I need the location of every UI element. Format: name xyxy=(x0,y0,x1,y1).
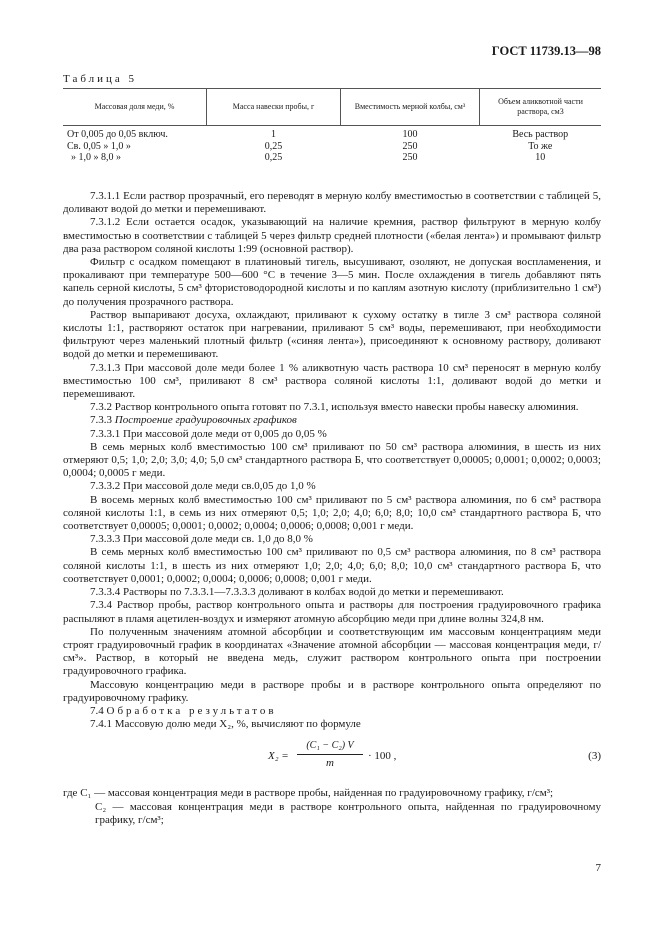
cell-mass-fraction: От 0,005 до 0,05 включ. Св. 0,05 » 1,0 » » 1,0 » 8,0 » xyxy=(67,129,168,163)
where-c1: где C₁ — массовая концентрация меди в растворе пробы, найденная по градуировочному графику, г/см³; xyxy=(63,787,554,800)
table-header-row xyxy=(63,89,601,126)
paragraph: 7.3.3.4 Растворы по 7.3.3.1—7.3.3.3 доливают в колбах водой до метки и перемешивают. xyxy=(90,586,504,599)
fraction-bar xyxy=(297,754,363,755)
paragraph: Массовую концентрацию меди в растворе пробы и в растворе контрольного опыта определяют по градуировочному графику. xyxy=(63,678,601,704)
cell-flask-volume: 100 250 250 xyxy=(402,129,418,163)
paragraph: В семь мерных колб вместимостью 100 см³ приливают по 50 см³ раствора алюминия, в шесть из них отмеряют 0,5; 1,0; 2,0; 3,0; 4,0; 5,0 см³ стандартного раствора Б, что соответствует 0,00005; 0,0001; 0,0002; 0,0003; 0,0004; 0,0005 г меди. xyxy=(63,440,601,480)
paragraph: 7.4.1 Массовую долю меди X₂, %, вычисляют по формуле xyxy=(90,718,361,731)
paragraph: В семь мерных колб вместимостью 100 см³ приливают по 0,5 см³ раствора алюминия, по 8 см³ раствора соляной кислоты 1:1, в шесть из них отмеряют 1,0; 2,0; 4,0; 6,0; 8,0; 10,0 см³ стандартного раствора Б, что соответствует 0,0001; 0,0002; 0,0004; 0,0006; 0,0008; 0,001 г меди. xyxy=(63,546,601,585)
th-mass-fraction: Массовая доля меди, % xyxy=(63,89,207,126)
table-row xyxy=(63,126,601,167)
paragraph: По полученным значениям атомной абсорбции и соответствующим им массовым концентрациям меди строят градуировочный график в координатах «Значение атомной абсорбции — массовая концентрация меди, г/см³». Раствор, в который не введена медь, служит раствором контрольного опыта при построении градуировочного графика. xyxy=(63,625,601,678)
paragraph: 7.3.3.3 При массовой доле меди св. 1,0 до 8,0 % xyxy=(90,533,313,546)
paragraph: 7.3.1.1 Если раствор прозрачный, его переводят в мерную колбу вместимостью в соответствии с таблицей 5, доливают водой до метки и перемешивают. xyxy=(63,190,601,216)
section-heading: 7.3.3 Построение градуировочных графиков xyxy=(90,414,297,427)
body-text xyxy=(63,190,601,827)
paragraph: 7.3.3.1 При массовой доле меди от 0,005 до 0,05 % xyxy=(90,427,327,440)
section-heading: 7.4 Обработка результатов xyxy=(90,704,277,717)
cell-aliquot: Весь раствор То же 10 xyxy=(512,129,569,163)
paragraph: 7.3.4 Раствор пробы, раствор контрольного опыта и растворы для построения градуировочного графика распыляют в пламя ацетилен-воздух и измеряют атомную абсорбцию меди при длине волны 324,8 нм. xyxy=(63,599,601,625)
table-label: Таблица 5 xyxy=(63,73,138,85)
paragraph: 7.3.1.2 Если остается осадок, указывающий на наличие кремния, раствор фильтруют в мерную колбу вместимостью в соответствии с таблицей 5 через фильтр средней плотности («белая лента») и промывают фильтр два раза раствором соляной кислоты 1:99 (основной раствор). xyxy=(63,216,601,255)
th-aliquot: Объем аликвотной части раствора, см3 xyxy=(480,89,602,126)
formula-3: X₂ = (C₁ − C₂) V m · 100 , (3) xyxy=(268,740,601,770)
th-flask-volume: Вместимость мерной колбы, см³ xyxy=(341,89,480,126)
th-sample-mass: Масса навески пробы, г xyxy=(207,89,341,126)
where-c2: C₂ — массовая концентрация меди в растворе контрольного опыта, найденная по градуировочному графику, г/см³; xyxy=(95,800,601,826)
paragraph: 7.3.3.2 При массовой доле меди св.0,05 до 1,0 % xyxy=(90,480,316,493)
paragraph: Раствор выпаривают досуха, охлаждают, приливают к сухому остатку в тигле 3 см³ раствора соляной кислоты 1:1, растворяют остаток при нагревании, приливают 5 см³ воды, перемешивают, при необходимости фильтруют через маленький плотный фильтр («синяя лента»), присоединяют к основному раствору, доливают водой до метки и перемешивают. xyxy=(63,308,601,361)
paragraph: В восемь мерных колб вместимостью 100 см³ приливают по 5 см³ раствора алюминия, по 6 см³ раствора соляной кислоты 1:1, в семь из них отмеряют 0,5; 1,0; 2,0; 4,0; 6,0; 8,0; 10,0 см³ стандартного раствора Б, что соответствует 0,00005; 0,0001; 0,0002; 0,0004; 0,0006; 0,0008; 0,001 г меди. xyxy=(63,493,601,533)
paragraph: Фильтр с осадком помещают в платиновый тигель, высушивают, озоляют, не допуская воспламенения, и прокаливают при температуре 500—600 °С в течение 3—5 мин. После охлаждения в тигель добавляют пять капель серной кислоты, 5 см³ фтористоводородной кислоты и по каплям азотную кислоту (приблизительно 1 см³) до получения прозрачного раствора. xyxy=(63,256,601,308)
table-5 xyxy=(63,88,601,167)
paragraph: 7.3.2 Раствор контрольного опыта готовят по 7.3.1, используя вместо навески пробы навеску алюминия. xyxy=(90,401,579,414)
document-header: ГОСТ 11739.13—98 xyxy=(491,44,601,58)
paragraph: 7.3.1.3 При массовой доле меди более 1 % аликвотную часть раствора 10 см³ переносят в мерную колбу вместимостью 100 см³, приливают 8 см³ раствора соляной кислоты 1:1, доливают водой до метки и перемешивают. xyxy=(63,361,601,401)
page-number: 7 xyxy=(595,862,601,874)
cell-sample-mass: 1 0,25 0,25 xyxy=(264,129,283,163)
